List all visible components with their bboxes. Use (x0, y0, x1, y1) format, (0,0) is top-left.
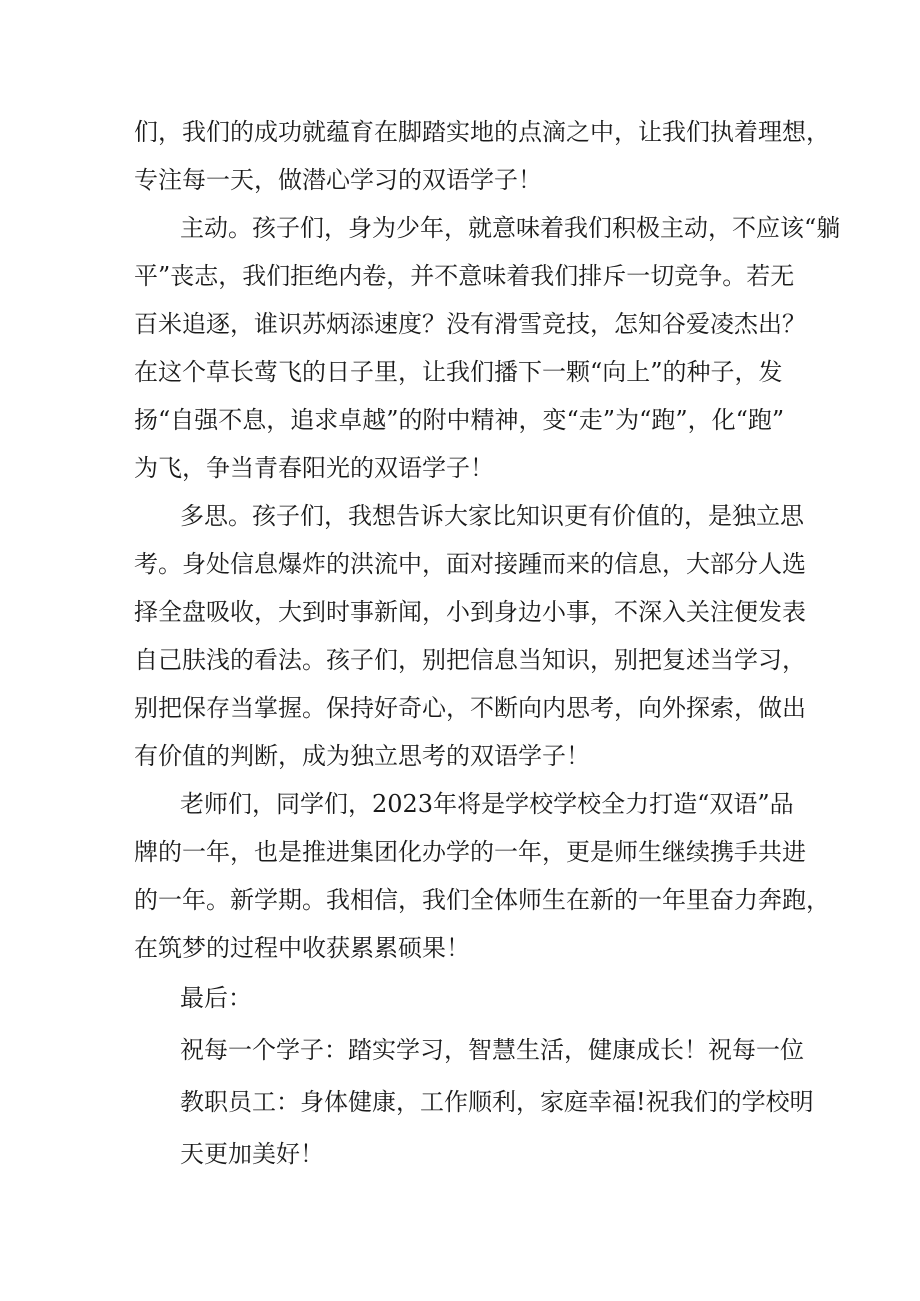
text-line: 主动。孩子们，身为少年，就意味着我们积极主动，不应该“躺 (180, 214, 841, 242)
text-line: 牌的一年，也是推进集团化办学的一年，更是师生继续携手共进 (134, 838, 806, 866)
text-line: 考。身处信息爆炸的洪流中，面对接踵而来的信息，大部分人选 (134, 550, 806, 578)
text-line: 祝每一个学子：踏实学习，智慧生活，健康成长！祝每一位 (180, 1036, 804, 1064)
text-line: 专注每一天，做潜心学习的双语学子！ (134, 166, 542, 194)
text-line: 为飞，争当青春阳光的双语学子！ (134, 454, 494, 482)
text-line: 教职员工：身体健康，工作顺利，家庭幸福!祝我们的学校明 (180, 1088, 814, 1116)
text-line: 百米追逐，谁识苏炳添速度？没有滑雪竞技，怎知谷爱凌杰出？ (134, 310, 806, 338)
text-line: 的一年。新学期。我相信，我们全体师生在新的一年里奋力奔跑， (134, 886, 830, 914)
text-line: 在筑梦的过程中收获累累硕果！ (134, 934, 470, 962)
text-line: 择全盘吸收，大到时事新闻，小到身边小事，不深入关注便发表 (134, 598, 806, 626)
text-line: 天更加美好！ (180, 1140, 324, 1168)
text-line: 有价值的判断，成为独立思考的双语学子！ (134, 742, 590, 770)
text-line: 老师们，同学们，2023年将是学校学校全力打造“双语”品 (180, 790, 794, 818)
text-line: 多思。孩子们，我想告诉大家比知识更有价值的，是独立思 (180, 502, 804, 530)
text-line: 们，我们的成功就蕴育在脚踏实地的点滴之中，让我们执着理想， (134, 118, 830, 146)
text-line: 扬“自强不息，追求卓越”的附中精神，变“走”为“跑”，化“跑” (134, 406, 785, 434)
text-line: 平”丧志，我们拒绝内卷，并不意味着我们排斥一切竞争。若无 (134, 262, 795, 290)
text-line: 别把保存当掌握。保持好奇心，不断向内思考，向外探索，做出 (134, 694, 806, 722)
text-line: 最后： (180, 984, 252, 1012)
text-line: 在这个草长莺飞的日子里，让我们播下一颗“向上”的种子，发 (134, 358, 783, 386)
text-line: 自己肤浅的看法。孩子们，别把信息当知识，别把复述当学习， (134, 646, 806, 674)
